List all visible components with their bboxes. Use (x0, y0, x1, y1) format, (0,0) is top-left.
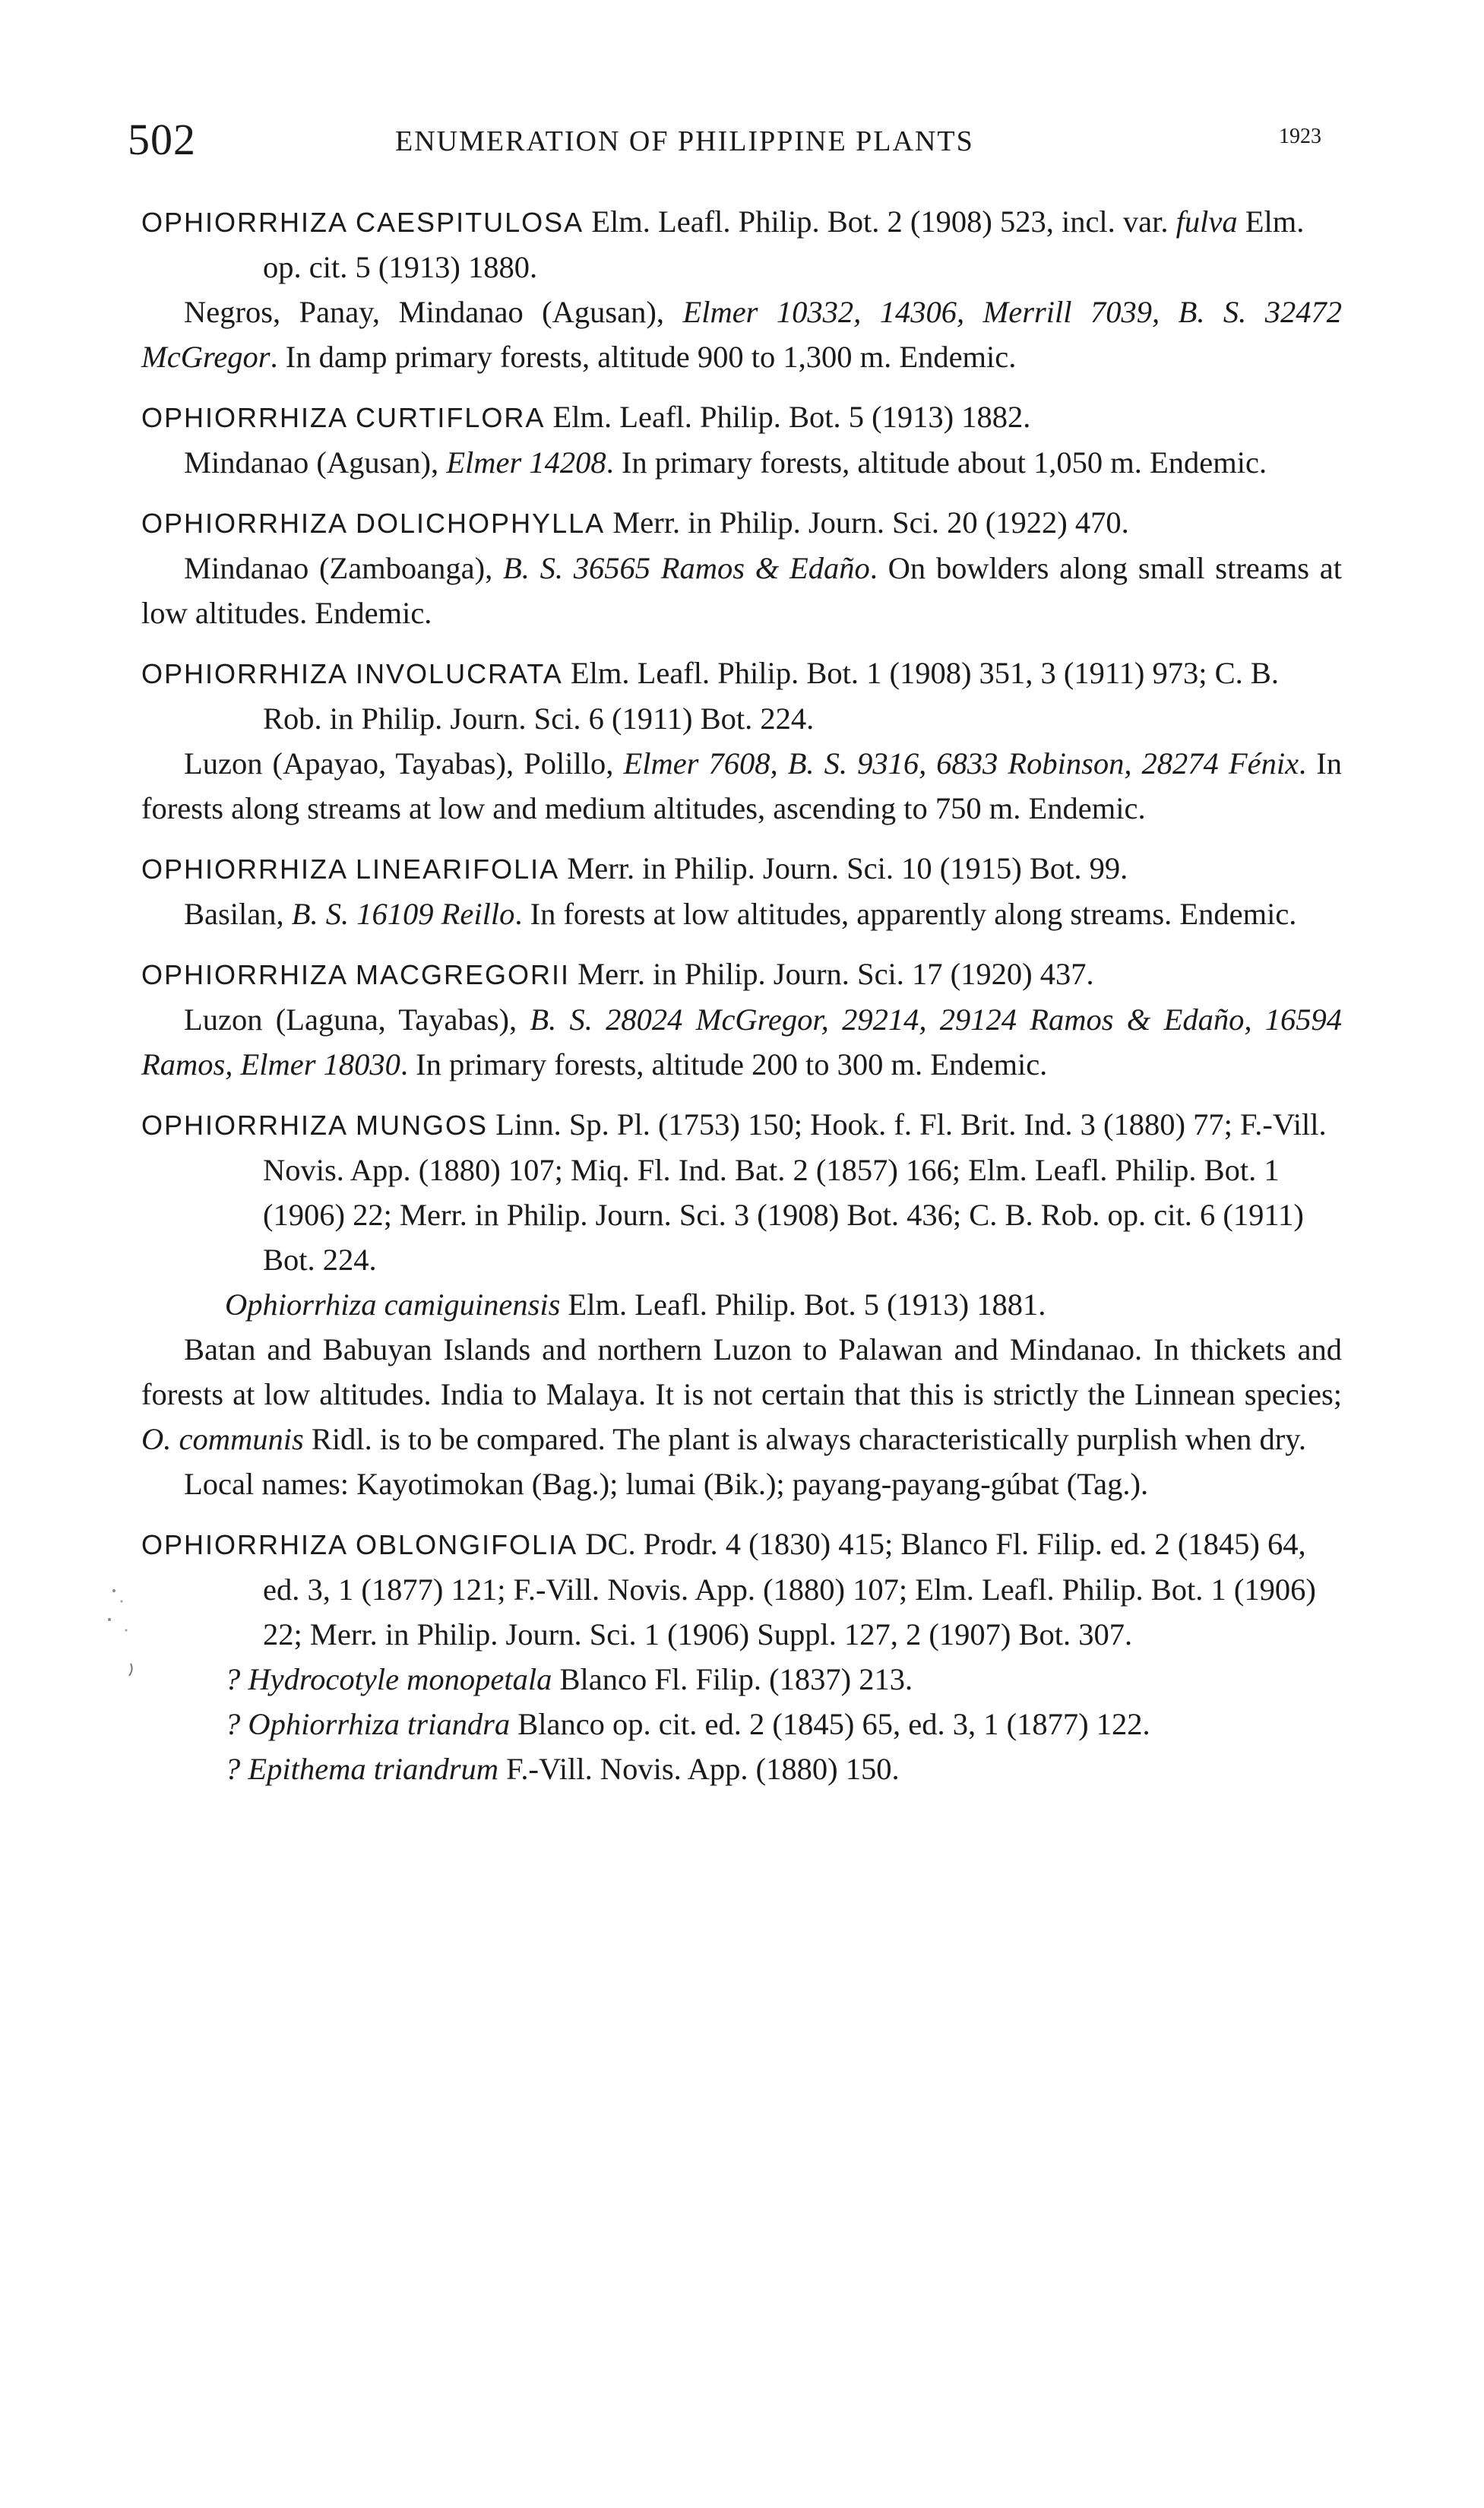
species-name: OPHIORRHIZA MACGREGORII (141, 959, 571, 990)
species-entry-linearifolia (141, 846, 1342, 936)
species-entry-caespitulosa (141, 199, 1342, 379)
synonym-line (141, 1746, 1342, 1791)
species-name: OPHIORRHIZA OBLONGIFOLIA (141, 1529, 578, 1560)
synonym-line (141, 1657, 1342, 1702)
species-entry-macgregorii (141, 952, 1342, 1087)
synonym-name: Ophiorrhiza camiguinensis (225, 1287, 561, 1322)
species-heading (141, 199, 1342, 290)
synonym-name: ? Ophiorrhiza triandra (225, 1707, 511, 1741)
species-name: OPHIORRHIZA CURTIFLORA (141, 402, 546, 433)
species-entry-mungos (141, 1102, 1342, 1506)
species-name: OPHIORRHIZA CAESPITULOSA (141, 207, 584, 238)
distribution-text: Luzon (Laguna, Tayabas), B. S. 28024 McGregor, 29214, 29124 Ramos & Edaño, 16594 Ramos, Elmer 18030. In primary forests, altitude 200 to 300 m. Endemic. (141, 1002, 1342, 1081)
species-entry-oblongifolia (141, 1522, 1342, 1791)
synonym-citation: Blanco op. cit. ed. 2 (1845) 65, ed. 3, 1 (1877) 122. (510, 1707, 1150, 1741)
species-heading (141, 500, 1342, 546)
species-heading (141, 394, 1342, 440)
compared-species: O. communis (141, 1422, 304, 1456)
synonym-name: ? Epithema triandrum (225, 1752, 498, 1786)
synonym-citation: Elm. Leafl. Philip. Bot. 5 (1913) 1881. (560, 1287, 1046, 1322)
synonym-citation: F.-Vill. Novis. App. (1880) 150. (498, 1752, 900, 1786)
distribution-text: Negros, Panay, Mindanao (Agusan), Elmer 10332, 14306, Merrill 7039, B. S. 32472 McGregor. In damp primary forests, altitude 900 to 1,300 m. Endemic. (141, 295, 1342, 374)
specimen-list: Elmer 10332, 14306, Merrill 7039, B. S. 32472 McGregor (141, 295, 1342, 374)
citation: Merr. in Philip. Journ. Sci. 20 (1922) 470. (605, 505, 1129, 540)
scan-specks-decoration (99, 1585, 144, 1691)
variety-name: fulva (1175, 204, 1238, 239)
species-heading (141, 651, 1342, 741)
running-title: ENUMERATION OF PHILIPPINE PLANTS (395, 125, 974, 157)
citation: Elm. Leafl. Philip. Bot. 2 (1908) 523, incl. var. (584, 204, 1176, 239)
local-names: Local names: Kayotimokan (Bag.); lumai (Bik.); payang-payang-gúbat (Tag.). (184, 1467, 1149, 1501)
species-heading (141, 1102, 1342, 1282)
citation: Linn. Sp. Pl. (1753) 150; Hook. f. Fl. Brit. Ind. 3 (1880) 77; F.-Vill. Novis. App. (1880) 107; Miq. Fl. Ind. Bat. 2 (1857) 166; Elm. Leafl. Philip. Bot. 1 (1906) 22; Merr. in Philip. Journ. Sci. 3 (1908) Bot. 436; C. B. Rob. op. cit. 6 (1911) Bot. 224. (263, 1107, 1327, 1277)
specimen-list: Elmer 14208 (446, 445, 606, 480)
page-header (0, 114, 1484, 175)
distribution-text: Luzon (Apayao, Tayabas), Polillo, Elmer 7608, B. S. 9316, 6833 Robinson, 28274 Fénix. In forests along streams at low and medium altitudes, ascending to 750 m. Endemic. (141, 746, 1342, 825)
citation: Merr. in Philip. Journ. Sci. 17 (1920) 437. (570, 957, 1094, 991)
species-name: OPHIORRHIZA LINEARIFOLIA (141, 853, 560, 885)
species-entry-curtiflora (141, 394, 1342, 485)
species-name: OPHIORRHIZA INVOLUCRATA (141, 658, 563, 689)
synonym-line (141, 1282, 1342, 1327)
page-body (141, 199, 1342, 1807)
species-heading (141, 952, 1342, 997)
citation: Elm. Leafl. Philip. Bot. 5 (1913) 1882. (545, 400, 1031, 434)
citation: DC. Prodr. 4 (1830) 415; Blanco Fl. Filip. ed. 2 (1845) 64, ed. 3, 1 (1877) 121; F.-Vill. Novis. App. (1880) 107; Elm. Leafl. Philip. Bot. 1 (1906) 22; Merr. in Philip. Journ. Sci. 1 (1906) Suppl. 127, 2 (1907) Bot. 307. (263, 1527, 1316, 1651)
citation: Merr. in Philip. Journ. Sci. 10 (1915) Bot. 99. (559, 851, 1128, 885)
citation-continued: Elm. op. cit. 5 (1913) 1880. (263, 204, 1305, 284)
synonym-citation: Blanco Fl. Filip. (1837) 213. (552, 1662, 913, 1696)
species-heading (141, 846, 1342, 891)
header-year: 1923 (1279, 125, 1321, 148)
specimen-list: B. S. 16109 Reillo (291, 897, 515, 931)
species-entry-involucrata (141, 651, 1342, 831)
specimen-list: Elmer 7608, B. S. 9316, 6833 Robinson, 28274 Fénix (623, 746, 1299, 781)
species-name: OPHIORRHIZA DOLICHOPHYLLA (141, 508, 606, 539)
specimen-list: B. S. 36565 Ramos & Edaño (503, 551, 870, 585)
species-name: OPHIORRHIZA MUNGOS (141, 1110, 489, 1141)
distribution-text: Mindanao (Agusan), Elmer 14208. In primary forests, altitude about 1,050 m. Endemic. (184, 445, 1267, 480)
distribution-text: Basilan, B. S. 16109 Reillo. In forests at low altitudes, apparently along streams. Endemic. (184, 897, 1297, 931)
citation: Elm. Leafl. Philip. Bot. 1 (1908) 351, 3 (1911) 973; C. B. Rob. in Philip. Journ. Sci. 6 (1911) Bot. 224. (263, 656, 1280, 736)
page-number: 502 (128, 115, 196, 164)
specimen-list: B. S. 28024 McGregor, 29214, 29124 Ramos & Edaño, 16594 Ramos, Elmer 18030 (141, 1002, 1342, 1081)
synonym-name: ? Hydrocotyle monopetala (225, 1662, 552, 1696)
distribution-text: Batan and Babuyan Islands and northern Luzon to Palawan and Mindanao. In thickets and forests at low altitudes. India to Malaya. It is not certain that this is strictly the Linnean species; O. communis Ridl. is to be compared. The plant is always characteristically purplish when dry. (141, 1332, 1342, 1456)
distribution-text: Mindanao (Zamboanga), B. S. 36565 Ramos & Edaño. On bowlders along small streams at low altitudes. Endemic. (141, 551, 1343, 630)
species-entry-dolichophylla (141, 500, 1342, 635)
species-heading (141, 1522, 1342, 1657)
scan-specks-icon (99, 1585, 144, 1691)
synonym-line (141, 1702, 1342, 1746)
